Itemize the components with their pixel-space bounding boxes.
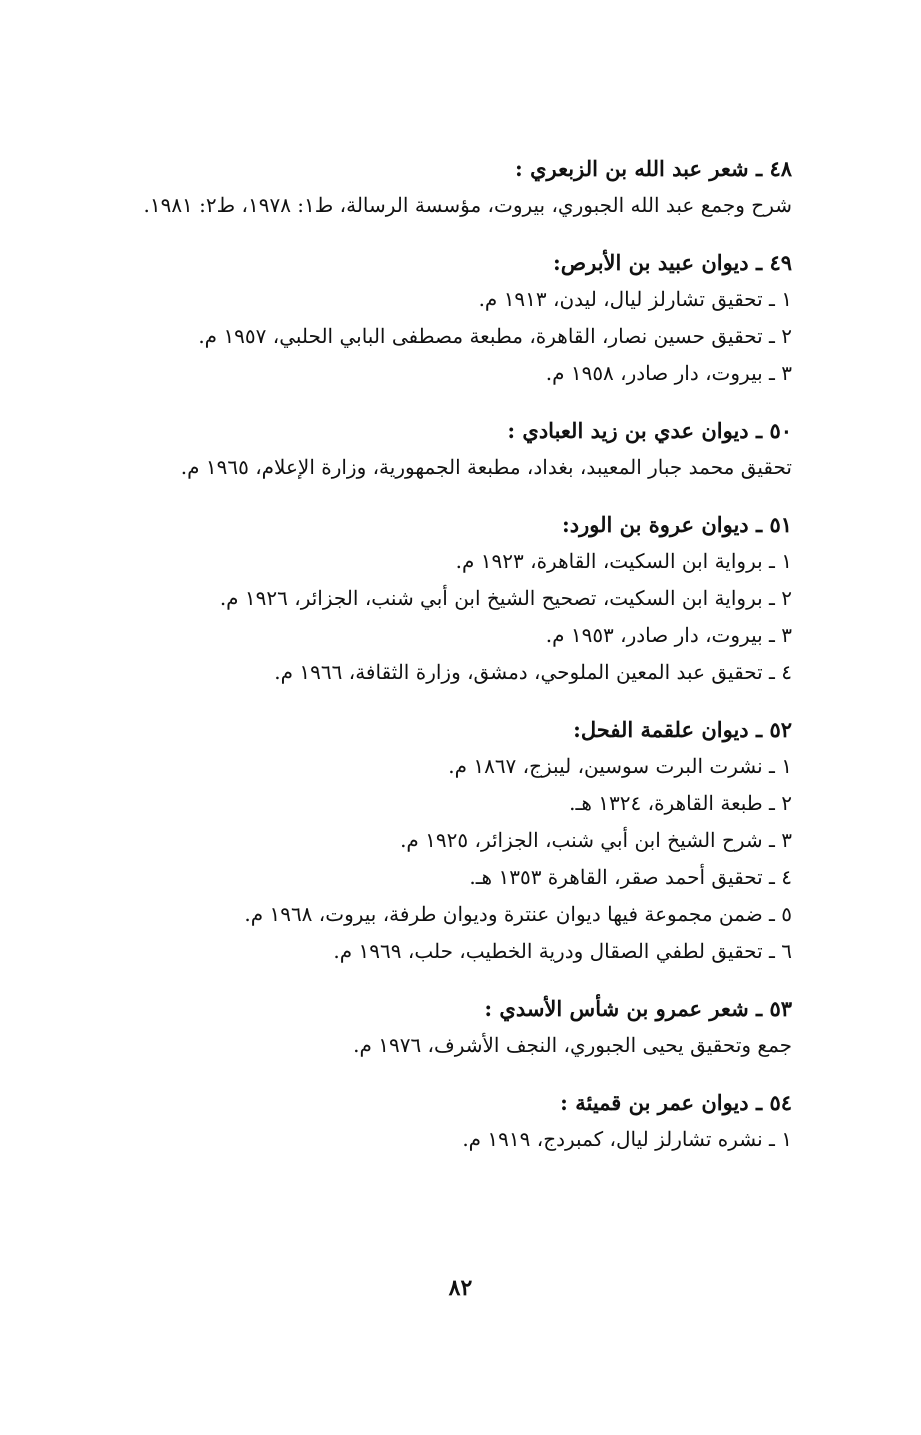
entry-line: تحقيق محمد جبار المعيبد، بغداد، مطبعة الجمهورية، وزارة الإعلام، ١٩٦٥ م. (180, 455, 792, 479)
entry-54 (80, 1084, 792, 1158)
entry-line: جمع وتحقيق يحيى الجبوري، النجف الأشرف، ١٩٧٦ م. (353, 1033, 792, 1057)
page-number: ٨٢ (448, 1275, 473, 1301)
entry-line: ٦ ـ تحقيق لطفي الصقال ودرية الخطيب، حلب، ١٩٦٩ م. (333, 939, 792, 963)
entry-52 (80, 711, 792, 970)
entry-line: ٤ ـ تحقيق أحمد صقر، القاهرة ١٣٥٣ هـ. (469, 865, 792, 889)
entry-heading: ٥٤ ـ ديوان عمر بن قميئة : (560, 1090, 792, 1115)
entry-line: ١ ـ برواية ابن السكيت، القاهرة، ١٩٢٣ م. (455, 549, 792, 573)
entry-line: ١ ـ تحقيق تشارلز ليال، ليدن، ١٩١٣ م. (478, 287, 792, 311)
entry-heading: ٥٠ ـ ديوان عدي بن زيد العبادي : (507, 418, 792, 443)
entry-line: ٣ ـ بيروت، دار صادر، ١٩٥٣ م. (545, 623, 792, 647)
entry-heading: ٥١ ـ ديوان عروة بن الورد: (562, 512, 792, 537)
entry-heading: ٥٢ ـ ديوان علقمة الفحل: (573, 717, 792, 742)
entry-line: ٢ ـ طبعة القاهرة، ١٣٢٤ هـ. (569, 791, 792, 815)
entry-line: ١ ـ نشره تشارلز ليال، كمبردج، ١٩١٩ م. (462, 1127, 792, 1151)
entry-line: ٣ ـ بيروت، دار صادر، ١٩٥٨ م. (545, 361, 792, 385)
entry-48 (80, 150, 792, 224)
bibliography-page (80, 150, 792, 1178)
entry-heading: ٤٩ ـ ديوان عبيد بن الأبرص: (552, 250, 792, 275)
entry-line: شرح وجمع عبد الله الجبوري، بيروت، مؤسسة الرسالة، ط١: ١٩٧٨، ط٢: ١٩٨١. (143, 193, 792, 217)
entry-line: ٢ ـ برواية ابن السكيت، تصحيح الشيخ ابن أبي شنب، الجزائر، ١٩٢٦ م. (219, 586, 792, 610)
entry-line: ٥ ـ ضمن مجموعة فيها ديوان عنترة وديوان طرفة، بيروت، ١٩٦٨ م. (244, 902, 792, 926)
entry-line: ٣ ـ شرح الشيخ ابن أبي شنب، الجزائر، ١٩٢٥ م. (400, 828, 792, 852)
entry-line: ١ ـ نشرت البرت سوسين، ليبزج، ١٨٦٧ م. (448, 754, 792, 778)
entry-line: ٢ ـ تحقيق حسين نصار، القاهرة، مطبعة مصطفى البابي الحلبي، ١٩٥٧ م. (198, 324, 792, 348)
entry-49 (80, 244, 792, 392)
entry-50 (80, 412, 792, 486)
entry-heading: ٤٨ ـ شعر عبد الله بن الزبعري : (515, 156, 792, 181)
entry-53 (80, 990, 792, 1064)
entry-line: ٤ ـ تحقيق عبد المعين الملوحي، دمشق، وزارة الثقافة، ١٩٦٦ م. (274, 660, 792, 684)
entry-heading: ٥٣ ـ شعر عمرو بن شأس الأسدي : (484, 996, 792, 1021)
entry-51 (80, 506, 792, 691)
